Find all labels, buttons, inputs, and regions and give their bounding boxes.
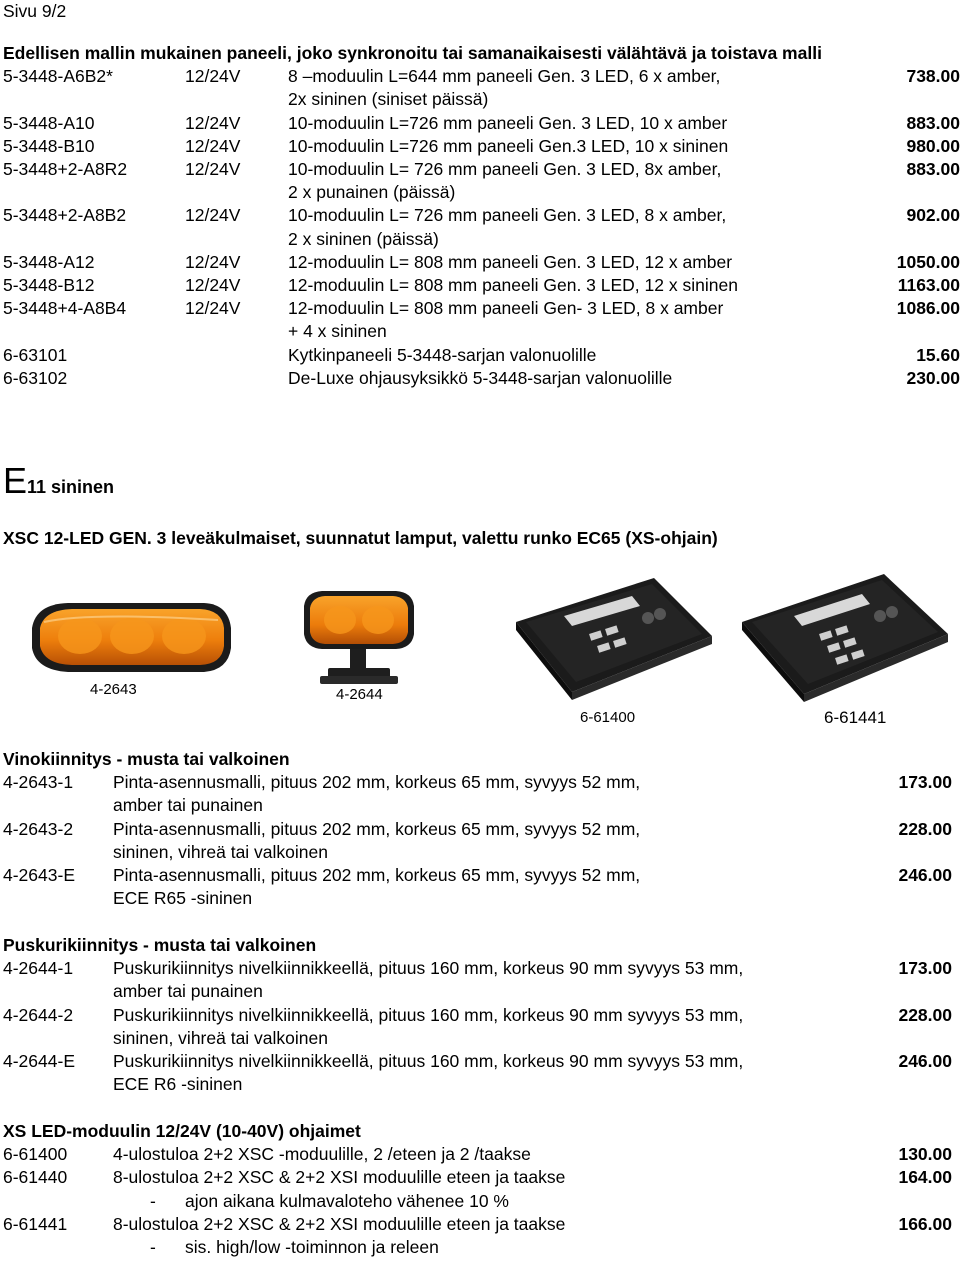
description: De-Luxe ohjausyksikkö 5-3448-sarjan valonuolille [288,367,673,388]
panel-row-continued [3,320,960,343]
spacer [3,181,185,204]
spacer [185,88,288,111]
panel-row [3,367,960,390]
price: 1050.00 [896,251,960,272]
product-code: 6-61440 [3,1167,68,1188]
panel-row [3,204,960,227]
lamp-4-2644-icon [298,588,418,690]
xsc-title: XSC 12-LED GEN. 3 leveäkulmaiset, suunnatut lamput, valettu runko EC65 (XS-ohjain) [3,528,718,548]
spacer [3,88,185,111]
spacer [3,320,185,343]
vino-section [3,748,960,910]
product-code: 6-63102 [3,367,68,388]
product-code: 5-3448+4-A8B4 [3,298,127,319]
description-continued: amber tai punainen [113,795,263,816]
panel-row [3,344,960,367]
lamp-4-2643-icon [28,598,234,676]
description-continued: 2x sininen (siniset päissä) [288,89,489,110]
panel-row-continued [3,88,960,111]
product-code: 4-2644-E [3,1051,75,1072]
price: 902.00 [906,205,960,226]
pusku-title: Puskurikiinnitys - musta tai valkoinen [3,935,317,955]
description: 10-moduulin L= 726 mm paneeli Gen. 3 LED, 8 x amber, [288,205,727,226]
product-row [3,1143,960,1166]
spacer [3,841,113,864]
vino-title: Vinokiinnitys - musta tai valkoinen [3,749,290,769]
description-continued: + 4 x sininen [288,321,387,342]
description: Pinta-asennusmalli, pituus 202 mm, korkeus 65 mm, syvyys 52 mm, [113,865,641,886]
caption-4-2643: 4-2643 [90,681,137,698]
spacer [3,228,185,251]
panel-row [3,65,960,88]
description: Pinta-asennusmalli, pituus 202 mm, korkeus 65 mm, syvyys 52 mm, [113,772,641,793]
description: 10-moduulin L=726 mm paneeli Gen.3 LED, 10 x sininen [288,135,729,156]
description: 8-ulostuloa 2+2 XSC & 2+2 XSI moduulille eteen ja taakse [113,1167,566,1188]
spacer [185,181,288,204]
product-row-continued [3,887,960,910]
bullet-row [3,1190,960,1213]
description-continued: sininen, vihreä tai valkoinen [113,1027,328,1048]
controller-6-61400-icon [514,576,714,702]
description: Puskurikiinnitys nivelkiinnikkeellä, pituus 160 mm, korkeus 90 mm syvyys 53 mm, [113,1051,744,1072]
bullet-dash: - [150,1190,156,1211]
panel-row [3,112,960,135]
panel-row [3,135,960,158]
product-code: 4-2644-1 [3,958,74,979]
vino-rows [3,771,960,910]
product-row [3,1004,960,1027]
panels-section [3,42,960,390]
spacer [3,794,113,817]
xsled-title: XS LED-moduulin 12/24V (10-40V) ohjaimet [3,1121,361,1141]
price: 883.00 [906,112,960,133]
description-continued: sininen, vihreä tai valkoinen [113,841,328,862]
e11-label: 11 sininen [27,477,115,497]
e11-heading [3,461,114,501]
panels-title: Edellisen mallin mukainen paneeli, joko synkronoitu tai samanaikaisesti välähtävä ja toistava malli [3,43,822,63]
spacer [185,320,288,343]
product-code: 4-2643-1 [3,772,74,793]
price: 173.00 [898,958,952,979]
description: 10-moduulin L=726 mm paneeli Gen. 3 LED, 10 x amber [288,112,728,133]
description-continued: ECE R6 -sininen [113,1074,243,1095]
product-code: 6-63101 [3,344,68,365]
bullet-text: sis. high/low -toiminnon ja releen [185,1237,439,1258]
description: Kytkinpaneeli 5-3448-sarjan valonuolille [288,344,597,365]
controller-6-61400-image [514,576,714,702]
pusku-rows [3,957,960,1096]
price: 1086.00 [896,298,960,319]
price: 164.00 [898,1167,952,1188]
lamp-4-2643-image [28,598,234,676]
panel-row-continued [3,228,960,251]
panel-row [3,158,960,181]
price: 228.00 [898,818,952,839]
product-code: 5-3448-A12 [3,251,95,272]
e11-letter: E [3,460,28,501]
voltage: 12/24V [185,298,241,319]
voltage: 12/24V [185,135,241,156]
description-continued: ECE R65 -sininen [113,888,253,909]
product-row [3,1050,960,1073]
voltage: 12/24V [185,251,241,272]
product-row [3,864,960,887]
voltage [185,367,288,390]
description: 12-moduulin L= 808 mm paneeli Gen- 3 LED, 8 x amber [288,298,724,319]
price: 1163.00 [897,275,960,296]
controller-6-61441-image [740,572,950,704]
product-row [3,771,960,794]
price: 166.00 [898,1213,952,1234]
price: 246.00 [898,1051,952,1072]
product-code: 5-3448+2-A8R2 [3,159,128,180]
panel-row [3,297,960,320]
price: 130.00 [898,1144,952,1165]
caption-6-61400: 6-61400 [580,709,636,726]
panel-row [3,251,960,274]
product-code: 4-2643-E [3,865,75,886]
page-label: Sivu 9/2 [3,1,67,21]
product-row [3,818,960,841]
xsled-rows [3,1143,960,1259]
price: 246.00 [898,865,952,886]
product-code: 4-2644-2 [3,1004,74,1025]
product-row-continued [3,841,960,864]
product-code: 5-3448-A6B2* [3,66,113,87]
product-code: 6-61400 [3,1144,68,1165]
price: 738.00 [906,66,960,87]
bullet-row [3,1236,960,1259]
description-continued: 2 x punainen (päissä) [288,182,456,203]
price: 173.00 [898,772,952,793]
voltage: 12/24V [185,275,241,296]
description-continued: amber tai punainen [113,981,263,1002]
product-code: 6-61441 [3,1213,68,1234]
product-row-continued [3,1027,960,1050]
voltage: 12/24V [185,205,241,226]
voltage: 12/24V [185,112,241,133]
product-row [3,1166,960,1189]
product-code: 5-3448+2-A8B2 [3,205,127,226]
spacer [3,887,113,910]
product-row-continued [3,794,960,817]
description: 12-moduulin L= 808 mm paneeli Gen. 3 LED, 12 x sininen [288,275,738,296]
voltage: 12/24V [185,66,241,87]
price: 15.60 [916,344,960,365]
spacer [3,1073,113,1096]
product-code: 5-3448-B10 [3,135,95,156]
description: Puskurikiinnitys nivelkiinnikkeellä, pituus 160 mm, korkeus 90 mm syvyys 53 mm, [113,958,744,979]
xsled-section [3,1120,960,1259]
description-continued: 2 x sininen (päissä) [288,228,439,249]
voltage: 12/24V [185,159,241,180]
description: 10-moduulin L= 726 mm paneeli Gen. 3 LED, 8x amber, [288,159,722,180]
caption-4-2644: 4-2644 [336,686,383,703]
price: 980.00 [906,135,960,156]
product-row-continued [3,980,960,1003]
description: 8-ulostuloa 2+2 XSC & 2+2 XSI moduulille eteen ja taakse [113,1213,566,1234]
price: 883.00 [906,159,960,180]
product-row-continued [3,1073,960,1096]
product-row [3,1213,960,1236]
pusku-section [3,934,960,1096]
bullet-dash: - [150,1237,156,1258]
product-code: 5-3448-B12 [3,275,95,296]
product-row [3,957,960,980]
voltage [185,344,288,367]
description: Pinta-asennusmalli, pituus 202 mm, korkeus 65 mm, syvyys 52 mm, [113,818,641,839]
spacer [3,980,113,1003]
description: 12-moduulin L= 808 mm paneeli Gen. 3 LED, 12 x amber [288,251,733,272]
caption-6-61441: 6-61441 [824,708,887,727]
product-code: 4-2643-2 [3,818,74,839]
panel-row-continued [3,181,960,204]
description: Puskurikiinnitys nivelkiinnikkeellä, pituus 160 mm, korkeus 90 mm syvyys 53 mm, [113,1004,744,1025]
spacer [185,228,288,251]
description: 4-ulostuloa 2+2 XSC -moduulille, 2 /eteen ja 2 /taakse [113,1144,531,1165]
spacer [3,1027,113,1050]
price: 230.00 [906,367,960,388]
controller-6-61441-icon [740,572,950,704]
panel-row [3,274,960,297]
lamp-4-2644-image [298,588,418,690]
description: 8 –moduulin L=644 mm paneeli Gen. 3 LED, 6 x amber, [288,66,721,87]
price: 228.00 [898,1004,952,1025]
bullet-text: ajon aikana kulmavaloteho vähenee 10 % [185,1190,509,1211]
panels-rows [3,65,960,390]
product-code: 5-3448-A10 [3,112,95,133]
